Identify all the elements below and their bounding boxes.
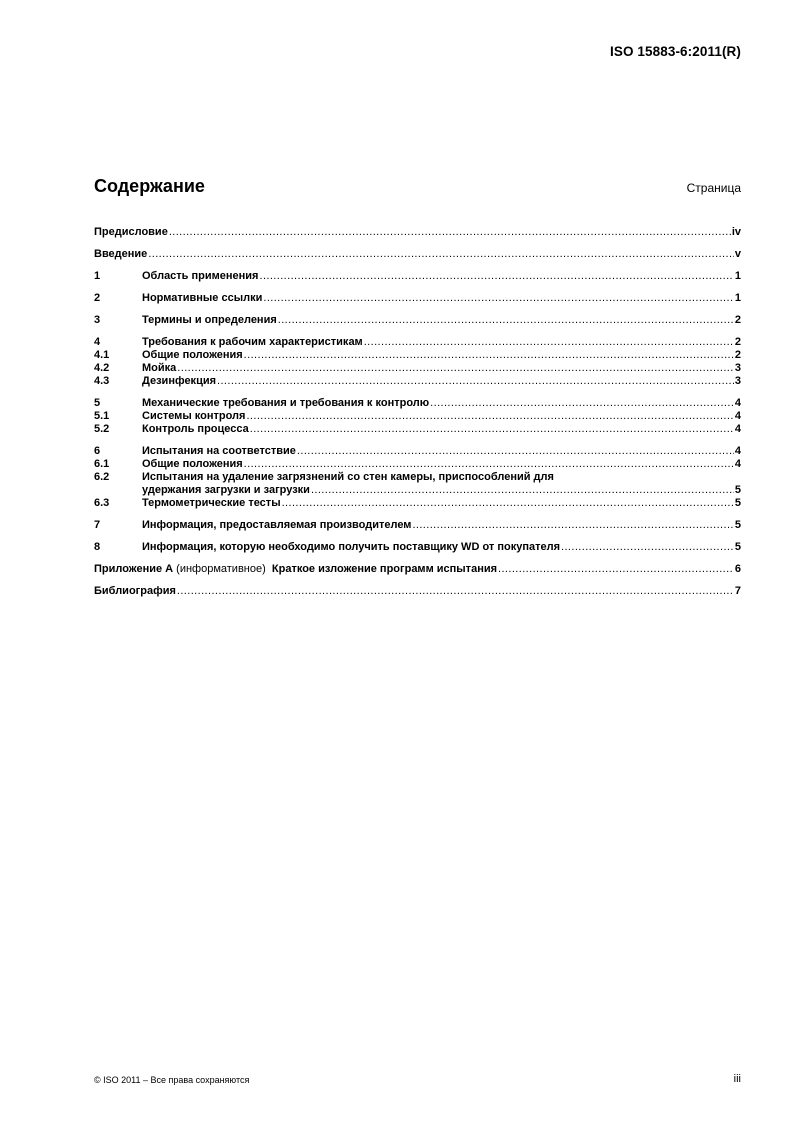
annex-type: (информативное) [173, 563, 272, 575]
toc-entry-1[interactable] [94, 270, 741, 283]
dot-leader [278, 314, 734, 327]
toc-entry-title: Дезинфекция [142, 375, 217, 387]
toc-entry-6-2[interactable] [94, 471, 741, 484]
dot-leader [412, 519, 733, 532]
toc-entry-6[interactable] [94, 445, 741, 458]
toc-entry-page: 6 [734, 563, 741, 575]
toc-entry-title: Введение [94, 248, 148, 260]
toc-entry-number: 4 [94, 336, 101, 348]
annex-title: Краткое изложение программ испытания [271, 563, 498, 575]
toc-entry-title: Библиография [94, 585, 176, 597]
toc-entry-title: Механические требования и требования к контролю [142, 397, 430, 409]
toc-entry-page: 2 [734, 314, 741, 326]
toc-entry-6-3[interactable] [94, 497, 741, 510]
toc-entry-page: 1 [734, 270, 741, 282]
toc-entry-5-2[interactable] [94, 423, 741, 436]
toc-entry-introduction[interactable] [94, 248, 741, 261]
toc-entry-annex-a[interactable] [94, 563, 741, 576]
toc-entry-title: Испытания на удаление загрязнений со стен камеры, приспособлений для [142, 471, 554, 483]
dot-leader [244, 458, 734, 471]
toc-entry-number: 6.1 [94, 458, 110, 470]
toc-entry-page: 4 [734, 458, 741, 470]
toc-entry-title: Область применения [142, 270, 259, 282]
toc-entry-page: 4 [734, 410, 741, 422]
dot-leader [561, 541, 734, 554]
toc-entry-number: 1 [94, 270, 101, 282]
toc-entry-page: 5 [734, 519, 741, 531]
dot-leader [250, 423, 734, 436]
toc-entry-number: 6.3 [94, 497, 110, 509]
toc-entry-title: Мойка [142, 362, 177, 374]
dot-leader [282, 497, 734, 510]
toc-entry-page: 4 [734, 445, 741, 457]
toc-entry-title: Информация, предоставляемая производителем [142, 519, 412, 531]
toc-title: Содержание [94, 176, 205, 196]
toc-entry-4-3[interactable] [94, 375, 741, 388]
toc-entry-page: 3 [734, 375, 741, 387]
toc-entry-number: 5.2 [94, 423, 110, 435]
toc-entry-title: Общие положения [142, 349, 243, 361]
dot-leader [498, 563, 734, 576]
toc-entry-title: Термины и определения [142, 314, 277, 326]
toc-entry-page: 4 [734, 397, 741, 409]
dot-leader [311, 484, 734, 497]
dot-leader [259, 270, 733, 283]
dot-leader [364, 336, 734, 349]
annex-label: Приложение А [94, 563, 174, 575]
toc-entry-number: 5 [94, 397, 101, 409]
toc-entry-7[interactable] [94, 519, 741, 532]
toc-entry-5[interactable] [94, 397, 741, 410]
toc-heading [94, 176, 741, 202]
toc-entry-title: Требования к рабочим характеристикам [142, 336, 363, 348]
toc-entry-title: Термометрические тесты [142, 497, 281, 509]
toc-entry-page: 5 [734, 484, 741, 496]
toc-entry-page: 1 [734, 292, 741, 304]
toc-entry-4[interactable] [94, 336, 741, 349]
toc-entry-number: 4.2 [94, 362, 110, 374]
dot-leader [246, 410, 733, 423]
page-column-label: Страница [686, 181, 741, 195]
toc-entry-page: 3 [734, 362, 741, 374]
toc-entry-number: 6.2 [94, 471, 110, 483]
toc-entry-title: Испытания на соответствие [142, 445, 296, 457]
toc-entry-title: Информация, которую необходимо получить поставщику WD от покупателя [142, 541, 560, 553]
dot-leader [244, 349, 734, 362]
toc-entry-number: 7 [94, 519, 101, 531]
toc-entry-page: 5 [734, 541, 741, 553]
toc-entry-page: 5 [734, 497, 741, 509]
toc-entry-page: 2 [734, 349, 741, 361]
toc-entry-number: 8 [94, 541, 101, 553]
toc-entry-foreword[interactable] [94, 226, 741, 239]
toc-entry-title: Системы контроля [142, 410, 246, 422]
toc-entry-8[interactable] [94, 541, 741, 554]
toc-entry-page: v [734, 248, 741, 260]
toc-entry-bibliography[interactable] [94, 585, 741, 598]
toc-entry-number: 2 [94, 292, 101, 304]
toc-entry-number: 6 [94, 445, 101, 457]
toc-entry-6-2-continuation[interactable] [94, 484, 741, 497]
table-of-contents [94, 226, 741, 598]
toc-entry-3[interactable] [94, 314, 741, 327]
toc-entry-page: iv [731, 226, 741, 238]
dot-leader [148, 248, 734, 261]
toc-entry-title-continuation: удержания загрузки и загрузки [142, 484, 310, 496]
toc-entry-number: 4.3 [94, 375, 110, 387]
header-code: ISO 15883-6:2011(R) [610, 44, 741, 59]
toc-entry-page: 7 [734, 585, 741, 597]
toc-entry-6-1[interactable] [94, 458, 741, 471]
toc-entry-title: Общие положения [142, 458, 243, 470]
dot-leader [297, 445, 734, 458]
dot-leader [177, 585, 734, 598]
toc-entry-title: Нормативные ссылки [142, 292, 263, 304]
toc-entry-4-1[interactable] [94, 349, 741, 362]
toc-entry-page: 2 [734, 336, 741, 348]
toc-entry-number: 4.1 [94, 349, 110, 361]
toc-entry-2[interactable] [94, 292, 741, 305]
toc-entry-title: Предисловие [94, 226, 168, 238]
dot-leader [169, 226, 731, 239]
dot-leader [177, 362, 734, 375]
toc-entry-title [94, 563, 497, 576]
dot-leader [217, 375, 734, 388]
dot-leader [263, 292, 734, 305]
toc-entry-4-2[interactable] [94, 362, 741, 375]
toc-entry-page: 4 [734, 423, 741, 435]
toc-entry-title: Контроль процесса [142, 423, 249, 435]
toc-entry-5-1[interactable] [94, 410, 741, 423]
toc-entry-number: 5.1 [94, 410, 110, 422]
dot-leader [430, 397, 734, 410]
footer-copyright: © ISO 2011 – Все права сохраняются [94, 1075, 250, 1085]
toc-entry-number: 3 [94, 314, 101, 326]
footer-page-number: iii [733, 1073, 741, 1085]
